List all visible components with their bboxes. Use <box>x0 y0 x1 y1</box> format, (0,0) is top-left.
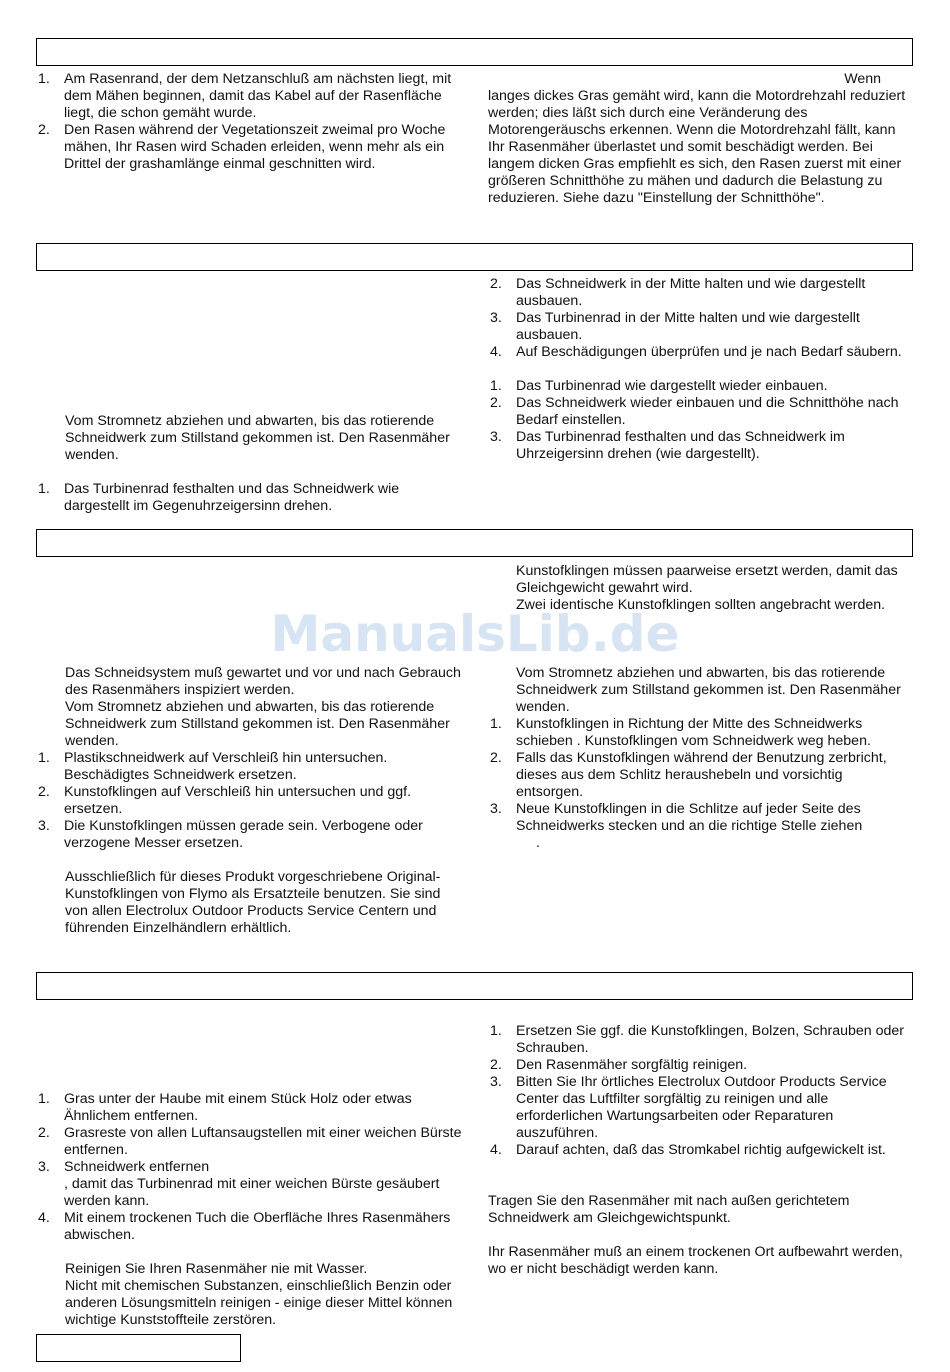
watermark: ManualsLib.de <box>270 605 680 663</box>
step-number: 1. <box>38 481 50 497</box>
storage-right <box>488 1023 913 1278</box>
step-number: 1. <box>490 1023 502 1039</box>
step-number: 2. <box>490 1057 502 1073</box>
step-number: 4. <box>490 344 502 360</box>
section-header-blade-care <box>36 529 913 557</box>
cleaning-step <box>36 1159 466 1210</box>
section-header-cutter-removal <box>36 243 913 271</box>
step-number: 2. <box>490 750 502 766</box>
step-number: 3. <box>38 818 50 834</box>
no-water-warning: Reinigen Sie Ihren Rasenmäher nie mit Wasser. <box>65 1261 368 1277</box>
step-number: 2. <box>490 395 502 411</box>
step-number: 1. <box>38 750 50 766</box>
step-text: Das Schneidwerk in der Mitte halten und wie dargestellt ausbauen. <box>516 276 866 309</box>
step-number: 1. <box>38 71 50 87</box>
cleaning-step <box>36 1125 466 1159</box>
step-text: Neue Kunstofklingen in die Schlitze auf jeder Seite des Schneidwerks stecken und an die richtige Stelle ziehen <box>516 801 863 834</box>
trailing-dot: . <box>536 835 540 851</box>
section-header-cleaning <box>36 972 913 1000</box>
page-footer-box <box>36 1334 241 1362</box>
section-header-mowing <box>36 38 913 66</box>
step-number: 4. <box>490 1142 502 1158</box>
step-text: Das Turbinenrad in der Mitte halten und wie dargestellt ausbauen. <box>516 310 860 343</box>
storage-step <box>488 1074 913 1142</box>
step-number: 1. <box>490 378 502 394</box>
removal-step <box>488 310 913 344</box>
inspection-note: Das Schneidsystem muß gewartet und vor und nach Gebrauch des Rasenmähers inspiziert werden. <box>65 665 461 698</box>
pair-warning: Kunstofklingen müssen paarweise ersetzt werden, damit das Gleichgewicht gewahrt wird. <box>516 563 898 596</box>
mowing-step <box>36 71 466 122</box>
step-number: 2. <box>38 122 50 138</box>
step-text: Ersetzen Sie ggf. die Kunstofklingen, Bolzen, Schrauben oder Schrauben. <box>516 1023 905 1056</box>
refit-step <box>488 378 913 395</box>
no-chemicals-warning: Nicht mit chemischen Substanzen, einschließlich Benzin oder anderen Lösungsmitteln reinigen - einige dieser Mittel können wichtige Kunststoffteile zerstören. <box>65 1278 453 1328</box>
step-text: Das Turbinenrad wie dargestellt wieder einbauen. <box>516 378 828 394</box>
step-number: 4. <box>38 1210 50 1226</box>
blade-replace-step <box>488 716 913 750</box>
step-text: Kunstofklingen auf Verschleiß hin untersuchen und ggf. ersetzen. <box>64 784 412 817</box>
step-number: 3. <box>490 310 502 326</box>
step-text: Den Rasen während der Vegetationszeit zweimal pro Woche mähen, Ihr Rasen wird Schaden erleiden, wenn mehr als ein Drittel der grashamlänge einmal geschnitten wird. <box>64 122 446 172</box>
step-text: Falls das Kunstofklingen während der Benutzung zerbricht, dieses aus dem Schlitz heraushebeln und vorsichtig entsorgen. <box>516 750 887 800</box>
disconnect-note: Vom Stromnetz abziehen und abwarten, bis das rotierende Schneidwerk zum Stillstand gekommen ist. Den Rasenmäher wenden. <box>65 413 450 463</box>
long-grass-text: langes dickes Gras gemäht wird, kann die Motordrehzahl reduziert werden; dies läßt sich durch eine Veränderung des Motorengeräuschs erkennen. Wenn die Motordrehzahl fällt, kann Ihr Rasenmäher überlastet und somit beschädigt werden. Bei langem dicken Gras empfiehlt es sich, den Rasen zuerst mit einer größeren Schnitthöhe zu mähen und dadurch die Belastung zu reduzieren. Siehe dazu "Einstellung der Schnitthöhe". <box>488 88 906 206</box>
cutter-removal-left <box>36 413 466 515</box>
step-text: Auf Beschädigungen überprüfen und je nach Bedarf säubern. <box>516 344 902 360</box>
step-number: 3. <box>490 1074 502 1090</box>
step-text: Das Turbinenrad festhalten und das Schneidwerk im Uhrzeigersinn drehen (wie dargestellt). <box>516 429 845 462</box>
refit-step <box>488 429 913 463</box>
step-number: 2. <box>490 276 502 292</box>
step-text: Das Schneidwerk wieder einbauen und die Schnitthöhe nach Bedarf einstellen. <box>516 395 899 428</box>
removal-step <box>36 481 466 515</box>
step-text: Grasreste von allen Luftansaugstellen mit einer weichen Bürste entfernen. <box>64 1125 462 1158</box>
step-number: 2. <box>38 1125 50 1141</box>
mowing-tips-right <box>488 71 913 207</box>
step-number: 3. <box>38 1159 50 1175</box>
step-text: Das Turbinenrad festhalten und das Schneidwerk wie dargestellt im Gegenuhrzeigersinn drehen. <box>64 481 400 514</box>
blade-replace-step <box>488 801 913 835</box>
cleaning-step <box>36 1091 466 1125</box>
mowing-step <box>36 122 466 173</box>
refit-step <box>488 395 913 429</box>
step-number: 3. <box>490 429 502 445</box>
carry-note: Tragen Sie den Rasenmäher mit nach außen gerichtetem Schneidwerk am Gleichgewichtspunkt. <box>488 1193 850 1226</box>
step-text: Schneidwerk entfernen , damit das Turbinenrad mit einer weichen Bürste gesäubert werden kann. <box>64 1159 440 1209</box>
step-text: Den Rasenmäher sorgfältig reinigen. <box>516 1057 748 1073</box>
cutter-removal-right <box>488 276 913 463</box>
identical-warning: Zwei identische Kunstofklingen sollten angebracht werden. <box>516 597 886 613</box>
storage-step <box>488 1023 913 1057</box>
step-text: Bitten Sie Ihr örtliches Electrolux Outdoor Products Service Center das Luftfilter sorgfältig zu reinigen und alle erforderlichen Wartungsarbeiten oder Reparaturen auszuführen. <box>516 1074 887 1141</box>
store-note: Ihr Rasenmäher muß an einem trockenen Ort aufbewahrt werden, wo er nicht beschädigt werden kann. <box>488 1244 903 1277</box>
step-number: 1. <box>490 716 502 732</box>
step-number: 1. <box>38 1091 50 1107</box>
cleaning-step <box>36 1210 466 1244</box>
step-text: Am Rasenrand, der dem Netzanschluß am nächsten liegt, mit dem Mähen beginnen, damit das Kabel auf der Rasenfläche liegt, die schon gemäht wurde. <box>64 71 452 121</box>
step-text: Plastikschneidwerk auf Verschleiß hin untersuchen. Beschädigtes Schneidwerk ersetzen. <box>64 750 388 783</box>
storage-step <box>488 1142 913 1159</box>
step-number: 3. <box>490 801 502 817</box>
step-number: 2. <box>38 784 50 800</box>
blade-replace-step <box>488 750 913 801</box>
storage-step <box>488 1057 913 1074</box>
inspection-step <box>36 750 466 784</box>
step-text: Mit einem trockenen Tuch die Oberfläche Ihres Rasenmähers abwischen. <box>64 1210 451 1243</box>
step-text: Die Kunstofklingen müssen gerade sein. Verbogene oder verzogene Messer ersetzen. <box>64 818 423 851</box>
original-blades-note: Ausschließlich für dieses Produkt vorgeschriebene Original-Kunstofklingen von Flymo als Ersatzteile benutzen. Sie sind von allen Electrolux Outdoor Products Service Centern und führenden Einzelhändlern erhältlich. <box>65 869 441 936</box>
step-text: Gras unter der Haube mit einem Stück Holz oder etwas Ähnlichem entfernen. <box>64 1091 412 1124</box>
inspection-step <box>36 784 466 818</box>
inspection-step <box>36 818 466 852</box>
cleaning-left <box>36 1091 466 1329</box>
blade-care-left <box>36 665 466 937</box>
removal-step <box>488 344 913 361</box>
disconnect-note-3: Vom Stromnetz abziehen und abwarten, bis das rotierende Schneidwerk zum Stillstand gekommen ist. Den Rasenmäher wenden. <box>516 665 901 715</box>
mowing-tips-left <box>36 71 466 173</box>
wenn-word: Wenn <box>844 71 881 87</box>
step-text: Darauf achten, daß das Stromkabel richtig aufgewickelt ist. <box>516 1142 886 1158</box>
disconnect-note-2: Vom Stromnetz abziehen und abwarten, bis das rotierende Schneidwerk zum Stillstand gekommen ist. Den Rasenmäher wenden. <box>65 699 450 749</box>
step-text: Kunstofklingen in Richtung der Mitte des Schneidwerks schieben . Kunstofklingen vom Schneidwerk weg heben. <box>516 716 871 749</box>
removal-step <box>488 276 913 310</box>
